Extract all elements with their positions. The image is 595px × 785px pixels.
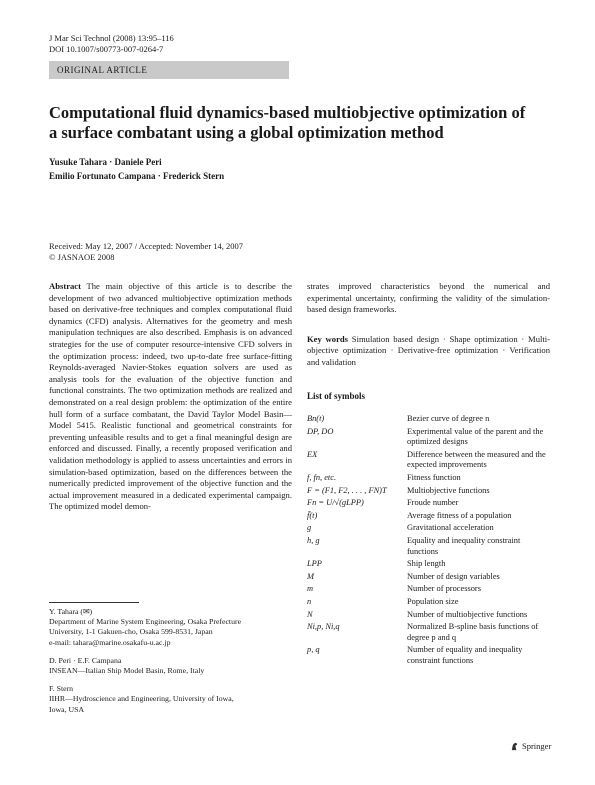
title-line-1: Computational fluid dynamics-based multiobjective optimization of — [49, 103, 526, 122]
symbol-row — [307, 536, 550, 557]
symbol-definition: Fitness function — [407, 472, 461, 482]
symbol: Ni,p, Ni,q — [307, 622, 340, 632]
symbol-row — [307, 450, 550, 471]
abstract-text-left: The main objective of this article is to describe the development of two advanced multiobjective optimization methods based on derivative-free techniques and complex computational fluid dynamics (CFD) analysis. Alternatives for the geometry and mesh manipulation techniques are also described. Emphasis is on advanced strategies for the use of computer resource-intensive CFD solvers in the optimization process: indeed, two up-to-date free surface-fitting Reynolds-averaged Navier-Stokes equation solvers are used as analysis tools for the evaluation of the objective function and functional constraints. The two optimization methods are realized and demonstrated on a real design problem: the optimization of the entire hull form of a surface combatant, the David Taylor Model Basin—Model 5415. Realistic functional and geometrical constraints for preventing unfeasible results and to get a final meaningful design are enforced and discussed. Finally, a recently proposed verification and validation methodology is applied to assess uncertainties and errors in simulation-based optimization, based on the differences between the numerically predicted improvement of the objective function and the actual improvement measured in a dedicated experimental campaign. The optimized model demon- — [49, 281, 292, 512]
affiliation-line: University, 1-1 Gakuen-cho, Osaka 599-8531, Japan — [49, 627, 213, 637]
symbol-definition: Bezier curve of degree n — [407, 414, 490, 423]
symbol: n — [307, 596, 312, 606]
symbol-definition: Number of multiobjective functions — [407, 609, 528, 619]
symbol-row — [307, 597, 550, 608]
abstract-text-right: strates improved characteristics beyond the numerical and experimental uncertainty, confirming the validity of the simulation-based design frameworks. — [307, 281, 550, 315]
symbol-row — [307, 511, 550, 522]
affiliation-line: INSEAN—Italian Ship Model Basin, Rome, Italy — [49, 666, 205, 676]
abstract-label: Abstract — [49, 281, 81, 291]
symbol-definition: Froude number — [407, 498, 459, 508]
publication-dates — [49, 241, 243, 263]
symbol: g — [307, 523, 312, 533]
paper-title — [49, 103, 549, 143]
affiliation-stern — [49, 684, 292, 715]
symbol: EX — [307, 449, 318, 459]
journal-citation: J Mar Sci Technol (2008) 13:95–116 — [49, 33, 174, 43]
affiliation-line: Iowa, USA — [49, 704, 85, 714]
symbol: p, q — [307, 645, 320, 655]
symbol: Fn = U/√(gLPP) — [307, 498, 364, 508]
symbol-row — [307, 610, 550, 621]
keywords-text: Simulation based design · Shape optimization · Multi-objective optimization · Derivative-free optimization · Verification and validation — [307, 333, 551, 367]
keywords-label: Key words — [307, 333, 349, 344]
symbols-table — [307, 414, 550, 668]
authors-line-1: Yusuke Tahara · Daniele Peri — [49, 157, 162, 167]
keywords — [307, 334, 550, 369]
symbol-row — [307, 622, 550, 643]
symbol: m — [307, 584, 314, 594]
symbol-row — [307, 486, 550, 497]
symbol-definition: Experimental value of the parent and the optimized designs — [407, 426, 544, 447]
symbol: M — [307, 571, 314, 581]
affiliations — [49, 607, 292, 723]
symbol: N — [307, 609, 313, 619]
copyright: © JASNAOE 2008 — [49, 252, 115, 262]
symbol-row — [307, 523, 550, 534]
symbol-definition: Normalized B-spline basis functions of degree p and q — [407, 622, 539, 642]
received-accepted: Received: May 12, 2007 / Accepted: November 14, 2007 — [49, 241, 244, 251]
symbol-row — [307, 498, 550, 509]
symbol-definition: Population size — [407, 596, 459, 606]
symbol-row — [307, 427, 550, 448]
journal-header — [49, 33, 174, 55]
symbol-row — [307, 584, 550, 595]
symbol-row — [307, 473, 550, 484]
symbol: F = (F1, F2, . . . , FN)T — [307, 485, 387, 495]
affiliation-line: IIHR—Hydroscience and Engineering, University of Iowa, — [49, 694, 234, 704]
article-type-banner: ORIGINAL ARTICLE — [49, 61, 289, 79]
symbol-row — [307, 559, 550, 570]
authors-line-2: Emilio Fortunato Campana · Frederick Stern — [49, 170, 225, 181]
affiliation-name: F. Stern — [49, 684, 74, 694]
publisher-name: Springer — [522, 741, 552, 751]
symbol-definition: Equality and inequality constraint functions — [407, 535, 521, 556]
footnote-rule — [49, 602, 139, 603]
symbol-definition: Number of processors — [407, 584, 481, 594]
symbol-definition: Difference between the measured and the expected improvements — [407, 449, 546, 470]
author-list — [49, 156, 224, 183]
symbol-row — [307, 414, 550, 425]
title-line-2: a surface combatant using a global optimization method — [49, 123, 444, 142]
springer-horse-icon — [510, 742, 519, 751]
symbol: h, g — [307, 535, 320, 545]
affiliation-line: Department of Marine System Engineering, Osaka Prefecture — [49, 617, 242, 627]
symbol-row — [307, 572, 550, 583]
abstract-right-column — [307, 281, 550, 369]
affiliation-peri-campana — [49, 656, 292, 676]
symbol-definition: Ship length — [407, 559, 446, 569]
symbol: Bn(t) — [307, 414, 325, 423]
affiliation-name: Y. Tahara (✉) — [49, 607, 93, 616]
symbol: f, fn, etc. — [307, 472, 337, 482]
affiliation-name: D. Peri · E.F. Campana — [49, 655, 122, 665]
affiliation-tahara — [49, 607, 292, 648]
symbol-definition: Multiobjective functions — [407, 485, 490, 495]
doi: DOI 10.1007/s00773-007-0264-7 — [49, 44, 164, 54]
email-link[interactable]: e-mail: tahara@marine.osakafu-u.ac.jp — [49, 637, 171, 647]
symbols-heading: List of symbols — [307, 391, 366, 401]
symbol: LPP — [307, 559, 322, 569]
abstract-left-column — [49, 281, 292, 513]
symbol: DP, DO — [307, 426, 334, 436]
publisher-logo — [510, 741, 551, 751]
symbol-definition: Number of design variables — [407, 571, 500, 581]
symbol: f̄(t) — [307, 510, 318, 520]
symbol-row — [307, 645, 550, 666]
symbol-definition: Gravitational acceleration — [407, 523, 494, 533]
symbol-definition: Number of equality and inequality constraint functions — [407, 645, 523, 665]
symbol-definition: Average fitness of a population — [407, 510, 512, 520]
